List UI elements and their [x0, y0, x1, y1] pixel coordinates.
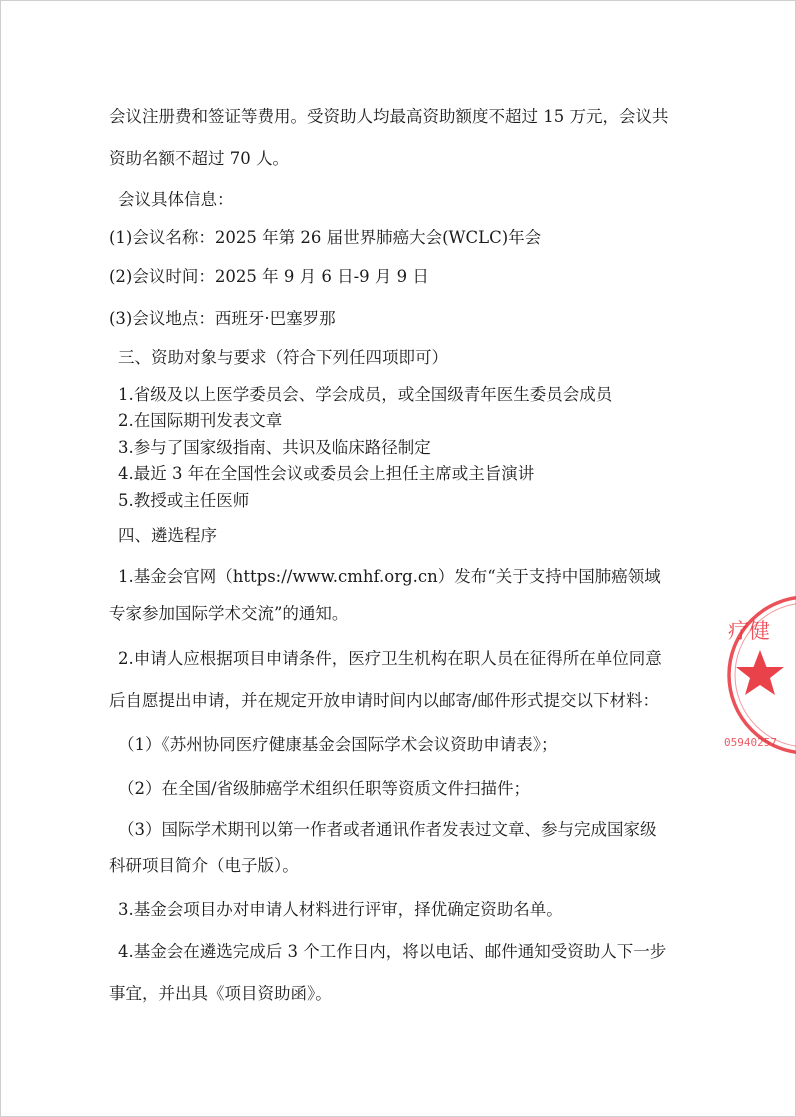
- red-seal-stamp: [722, 590, 796, 760]
- requirement-item: 2.在国际期刊发表文章: [118, 411, 283, 430]
- paragraph-line: 资助名额不超过 70 人。: [109, 149, 289, 168]
- procedure-line: 事宜，并出具《项目资助函》。: [109, 984, 332, 1003]
- procedure-line: 3.基金会项目办对申请人材料进行评审，择优确定资助名单。: [118, 900, 563, 919]
- requirement-item: 3.参与了国家级指南、共识及临床路径制定: [118, 438, 431, 457]
- meeting-name: (1)会议名称：2025 年第 26 届世界肺癌大会(WCLC)年会: [109, 228, 542, 247]
- procedure-line: 专家参加国际学术交流”的通知。: [109, 604, 349, 623]
- meeting-time: (2)会议时间：2025 年 9 月 6 日-9 月 9 日: [109, 267, 429, 286]
- seal-number: 05940257: [724, 736, 777, 749]
- procedure-line: 1.基金会官网（https://www.cmhf.org.cn）发布“关于支持中国肺癌领域: [118, 567, 661, 586]
- requirement-item: 1.省级及以上医学委员会、学会成员，或全国级青年医生委员会成员: [118, 385, 613, 404]
- material-line: （2）在全国/省级肺癌学术组织任职等资质文件扫描件；: [118, 779, 531, 798]
- seal-text: 疗健: [728, 619, 770, 643]
- material-line: （3）国际学术期刊以第一作者或者通讯作者发表过文章、参与完成国家级: [118, 820, 657, 839]
- paragraph-line: 会议注册费和签证等费用。受资助人均最高资助额度不超过 15 万元，会议共: [109, 107, 669, 126]
- procedure-line: 后自愿提出申请，并在规定开放申请时间内以邮寄/邮件形式提交以下材料：: [109, 691, 660, 710]
- material-line: 科研项目简介（电子版）。: [109, 856, 299, 875]
- material-line: （1）《苏州协同医疗健康基金会国际学术会议资助申请表》；: [118, 735, 558, 754]
- requirement-item: 4.最近 3 年在全国性会议或委员会上担任主席或主旨演讲: [118, 464, 535, 483]
- section4-heading: 四、遴选程序: [118, 526, 217, 545]
- meeting-place: (3)会议地点：西班牙·巴塞罗那: [109, 309, 336, 328]
- meeting-info-heading: 会议具体信息：: [118, 190, 234, 209]
- procedure-line: 2.申请人应根据项目申请条件，医疗卫生机构在职人员在征得所在单位同意: [118, 649, 662, 668]
- procedure-line: 4.基金会在遴选完成后 3 个工作日内，将以电话、邮件通知受资助人下一步: [118, 942, 667, 961]
- requirement-item: 5.教授或主任医师: [118, 491, 250, 510]
- section3-heading: 三、资助对象与要求（符合下列任四项即可）: [118, 348, 448, 367]
